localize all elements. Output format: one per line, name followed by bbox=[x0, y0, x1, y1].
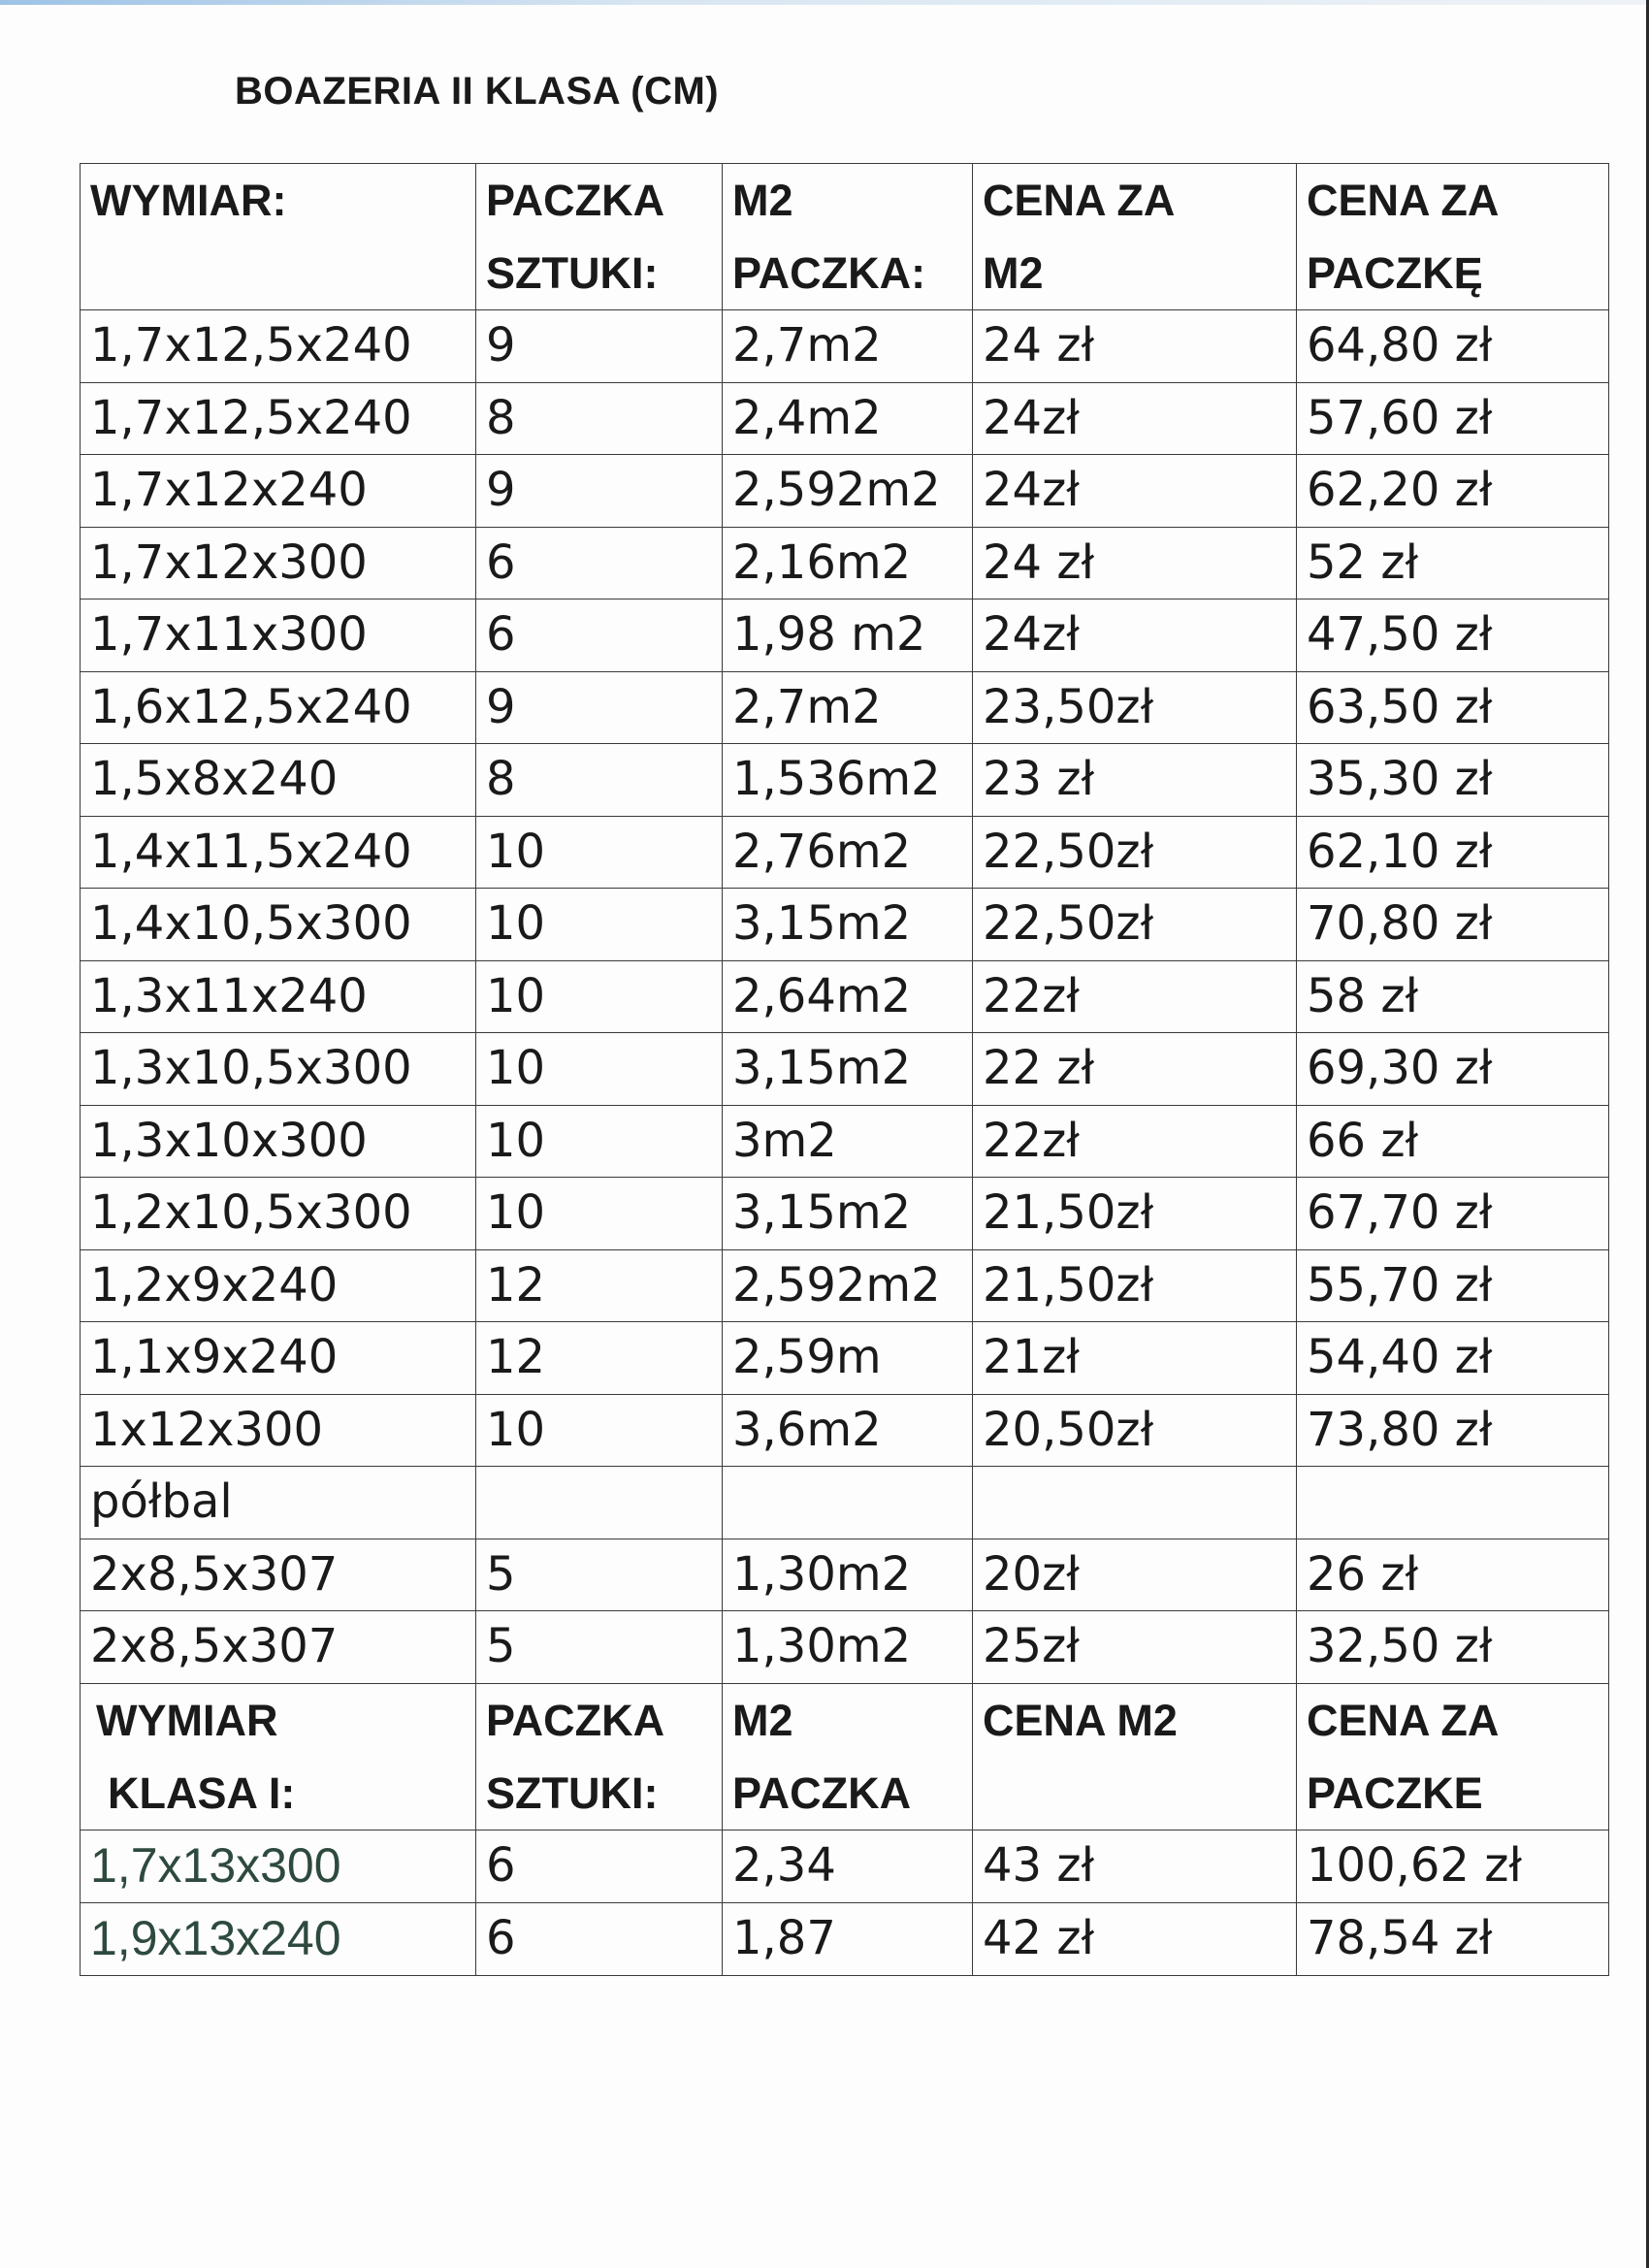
klasa1-header-row bbox=[81, 1683, 1609, 1830]
price-pack-cell: 69,30 zł bbox=[1297, 1033, 1609, 1106]
pack-qty-cell: 6 bbox=[476, 599, 723, 672]
klasa1-header-pack-qty: PACZKA SZTUKI: bbox=[476, 1683, 723, 1830]
price-pack-cell: 58 zł bbox=[1297, 960, 1609, 1033]
pack-m2-cell: 2,7m2 bbox=[723, 310, 973, 383]
pack-qty-cell: 9 bbox=[476, 310, 723, 383]
pack-qty-cell: 9 bbox=[476, 455, 723, 528]
price-m2-cell: 21,50zł bbox=[973, 1249, 1297, 1322]
dimension-cell: 2x8,5x307 bbox=[81, 1539, 476, 1611]
pack-m2-cell: 3,15m2 bbox=[723, 1178, 973, 1250]
pack-m2-cell: 2,34 bbox=[723, 1830, 973, 1902]
table-row bbox=[81, 1033, 1609, 1106]
price-m2-cell: 21,50zł bbox=[973, 1178, 1297, 1250]
price-pack-cell: 62,20 zł bbox=[1297, 455, 1609, 528]
section-row-polbal bbox=[81, 1467, 1609, 1539]
pack-qty-cell: 12 bbox=[476, 1249, 723, 1322]
pack-qty-cell: 6 bbox=[476, 1830, 723, 1902]
pack-m2-cell: 2,7m2 bbox=[723, 671, 973, 744]
price-pack-cell: 47,50 zł bbox=[1297, 599, 1609, 672]
price-pack-cell: 70,80 zł bbox=[1297, 889, 1609, 961]
price-m2-cell: 43 zł bbox=[973, 1830, 1297, 1902]
price-pack-cell: 73,80 zł bbox=[1297, 1394, 1609, 1467]
price-m2-cell: 23 zł bbox=[973, 744, 1297, 817]
table-row bbox=[81, 1539, 1609, 1611]
header-pack-qty: PACZKA SZTUKI: bbox=[476, 164, 723, 310]
price-pack-cell: 64,80 zł bbox=[1297, 310, 1609, 383]
pack-qty-cell: 10 bbox=[476, 1178, 723, 1250]
dimension-cell: 1,4x11,5x240 bbox=[81, 816, 476, 889]
pack-qty-cell: 12 bbox=[476, 1322, 723, 1395]
klasa1-header-dimension: WYMIAR KLASA I: bbox=[81, 1683, 476, 1830]
price-pack-cell: 55,70 zł bbox=[1297, 1249, 1609, 1322]
table-row bbox=[81, 671, 1609, 744]
pack-qty-cell: 10 bbox=[476, 1105, 723, 1178]
price-pack-cell: 57,60 zł bbox=[1297, 382, 1609, 455]
header-dimension: WYMIAR: bbox=[81, 164, 476, 310]
pack-m2-cell: 3,6m2 bbox=[723, 1394, 973, 1467]
price-pack-cell: 32,50 zł bbox=[1297, 1611, 1609, 1684]
price-pack-cell: 52 zł bbox=[1297, 527, 1609, 599]
empty-cell bbox=[1297, 1467, 1609, 1539]
klasa1-header-pack-m2: M2 PACZKA bbox=[723, 1683, 973, 1830]
price-pack-cell: 100,62 zł bbox=[1297, 1830, 1609, 1902]
price-m2-cell: 23,50zł bbox=[973, 671, 1297, 744]
table-row bbox=[81, 744, 1609, 817]
table-row bbox=[81, 382, 1609, 455]
klasa1-header-price-m2: CENA M2 bbox=[973, 1683, 1297, 1830]
header-price-pack: CENA ZA PACZKĘ bbox=[1297, 164, 1609, 310]
price-pack-cell: 62,10 zł bbox=[1297, 816, 1609, 889]
dimension-cell: 1,1x9x240 bbox=[81, 1322, 476, 1395]
table-row bbox=[81, 889, 1609, 961]
pack-m2-cell: 1,536m2 bbox=[723, 744, 973, 817]
pack-m2-cell: 2,59m bbox=[723, 1322, 973, 1395]
dimension-cell: 1,3x10,5x300 bbox=[81, 1033, 476, 1106]
pack-qty-cell: 5 bbox=[476, 1539, 723, 1611]
section-label: półbal bbox=[81, 1467, 476, 1539]
dimension-cell: 1,4x10,5x300 bbox=[81, 889, 476, 961]
price-m2-cell: 24zł bbox=[973, 455, 1297, 528]
price-m2-cell: 20zł bbox=[973, 1539, 1297, 1611]
table-row bbox=[81, 455, 1609, 528]
table-row bbox=[81, 599, 1609, 672]
pack-m2-cell: 2,16m2 bbox=[723, 527, 973, 599]
price-pack-cell: 67,70 zł bbox=[1297, 1178, 1609, 1250]
price-m2-cell: 22 zł bbox=[973, 1033, 1297, 1106]
pack-m2-cell: 1,30m2 bbox=[723, 1539, 973, 1611]
price-m2-cell: 24 zł bbox=[973, 310, 1297, 383]
price-pack-cell: 26 zł bbox=[1297, 1539, 1609, 1611]
empty-cell bbox=[973, 1467, 1297, 1539]
dimension-cell: 1x12x300 bbox=[81, 1394, 476, 1467]
empty-cell bbox=[723, 1467, 973, 1539]
pack-m2-cell: 1,87 bbox=[723, 1902, 973, 1975]
header-price-m2: CENA ZA M2 bbox=[973, 164, 1297, 310]
dimension-cell: 1,5x8x240 bbox=[81, 744, 476, 817]
pack-qty-cell: 8 bbox=[476, 744, 723, 817]
empty-cell bbox=[476, 1467, 723, 1539]
pack-qty-cell: 10 bbox=[476, 816, 723, 889]
price-m2-cell: 42 zł bbox=[973, 1902, 1297, 1975]
price-m2-cell: 21zł bbox=[973, 1322, 1297, 1395]
document-title: BOAZERIA II KLASA (CM) bbox=[235, 70, 720, 113]
pack-qty-cell: 6 bbox=[476, 1902, 723, 1975]
price-m2-cell: 24 zł bbox=[973, 527, 1297, 599]
pack-qty-cell: 5 bbox=[476, 1611, 723, 1684]
dimension-cell: 1,7x11x300 bbox=[81, 599, 476, 672]
table-row bbox=[81, 1178, 1609, 1250]
pack-m2-cell: 1,30m2 bbox=[723, 1611, 973, 1684]
price-table bbox=[80, 163, 1609, 1976]
table-row bbox=[81, 1249, 1609, 1322]
pack-m2-cell: 3,15m2 bbox=[723, 889, 973, 961]
price-pack-cell: 35,30 zł bbox=[1297, 744, 1609, 817]
pack-qty-cell: 10 bbox=[476, 1394, 723, 1467]
dimension-cell: 2x8,5x307 bbox=[81, 1611, 476, 1684]
header-pack-m2: M2 PACZKA: bbox=[723, 164, 973, 310]
pack-qty-cell: 10 bbox=[476, 960, 723, 1033]
dimension-cell: 1,7x12,5x240 bbox=[81, 310, 476, 383]
table-row bbox=[81, 1611, 1609, 1684]
dimension-cell: 1,9x13x240 bbox=[81, 1902, 476, 1975]
price-m2-cell: 22,50zł bbox=[973, 889, 1297, 961]
pack-qty-cell: 6 bbox=[476, 527, 723, 599]
pack-qty-cell: 8 bbox=[476, 382, 723, 455]
dimension-cell: 1,2x9x240 bbox=[81, 1249, 476, 1322]
dimension-cell: 1,7x12x300 bbox=[81, 527, 476, 599]
price-m2-cell: 22zł bbox=[973, 960, 1297, 1033]
klasa1-table-row bbox=[81, 1902, 1609, 1975]
price-pack-cell: 66 zł bbox=[1297, 1105, 1609, 1178]
pack-m2-cell: 2,592m2 bbox=[723, 455, 973, 528]
price-m2-cell: 22,50zł bbox=[973, 816, 1297, 889]
dimension-cell: 1,7x13x300 bbox=[81, 1830, 476, 1902]
pack-m2-cell: 3m2 bbox=[723, 1105, 973, 1178]
price-m2-cell: 25zł bbox=[973, 1611, 1297, 1684]
pack-m2-cell: 2,76m2 bbox=[723, 816, 973, 889]
table-row bbox=[81, 1394, 1609, 1467]
pack-m2-cell: 2,4m2 bbox=[723, 382, 973, 455]
pack-qty-cell: 9 bbox=[476, 671, 723, 744]
dimension-cell: 1,6x12,5x240 bbox=[81, 671, 476, 744]
klasa1-table-row bbox=[81, 1830, 1609, 1902]
price-pack-cell: 54,40 zł bbox=[1297, 1322, 1609, 1395]
table-row bbox=[81, 310, 1609, 383]
price-m2-cell: 22zł bbox=[973, 1105, 1297, 1178]
scan-top-edge bbox=[0, 0, 1649, 5]
price-m2-cell: 20,50zł bbox=[973, 1394, 1297, 1467]
pack-m2-cell: 2,592m2 bbox=[723, 1249, 973, 1322]
header-row bbox=[81, 164, 1609, 310]
klasa1-header-price-pack: CENA ZA PACZKE bbox=[1297, 1683, 1609, 1830]
pack-m2-cell: 1,98 m2 bbox=[723, 599, 973, 672]
price-table-body bbox=[81, 164, 1609, 1976]
pack-m2-cell: 2,64m2 bbox=[723, 960, 973, 1033]
dimension-cell: 1,7x12,5x240 bbox=[81, 382, 476, 455]
table-row bbox=[81, 960, 1609, 1033]
dimension-cell: 1,7x12x240 bbox=[81, 455, 476, 528]
pack-qty-cell: 10 bbox=[476, 1033, 723, 1106]
dimension-cell: 1,3x10x300 bbox=[81, 1105, 476, 1178]
dimension-cell: 1,2x10,5x300 bbox=[81, 1178, 476, 1250]
table-row bbox=[81, 1105, 1609, 1178]
price-pack-cell: 78,54 zł bbox=[1297, 1902, 1609, 1975]
price-m2-cell: 24zł bbox=[973, 382, 1297, 455]
table-row bbox=[81, 527, 1609, 599]
table-row bbox=[81, 816, 1609, 889]
pack-qty-cell: 10 bbox=[476, 889, 723, 961]
table-row bbox=[81, 1322, 1609, 1395]
price-pack-cell: 63,50 zł bbox=[1297, 671, 1609, 744]
price-m2-cell: 24zł bbox=[973, 599, 1297, 672]
dimension-cell: 1,3x11x240 bbox=[81, 960, 476, 1033]
pack-m2-cell: 3,15m2 bbox=[723, 1033, 973, 1106]
